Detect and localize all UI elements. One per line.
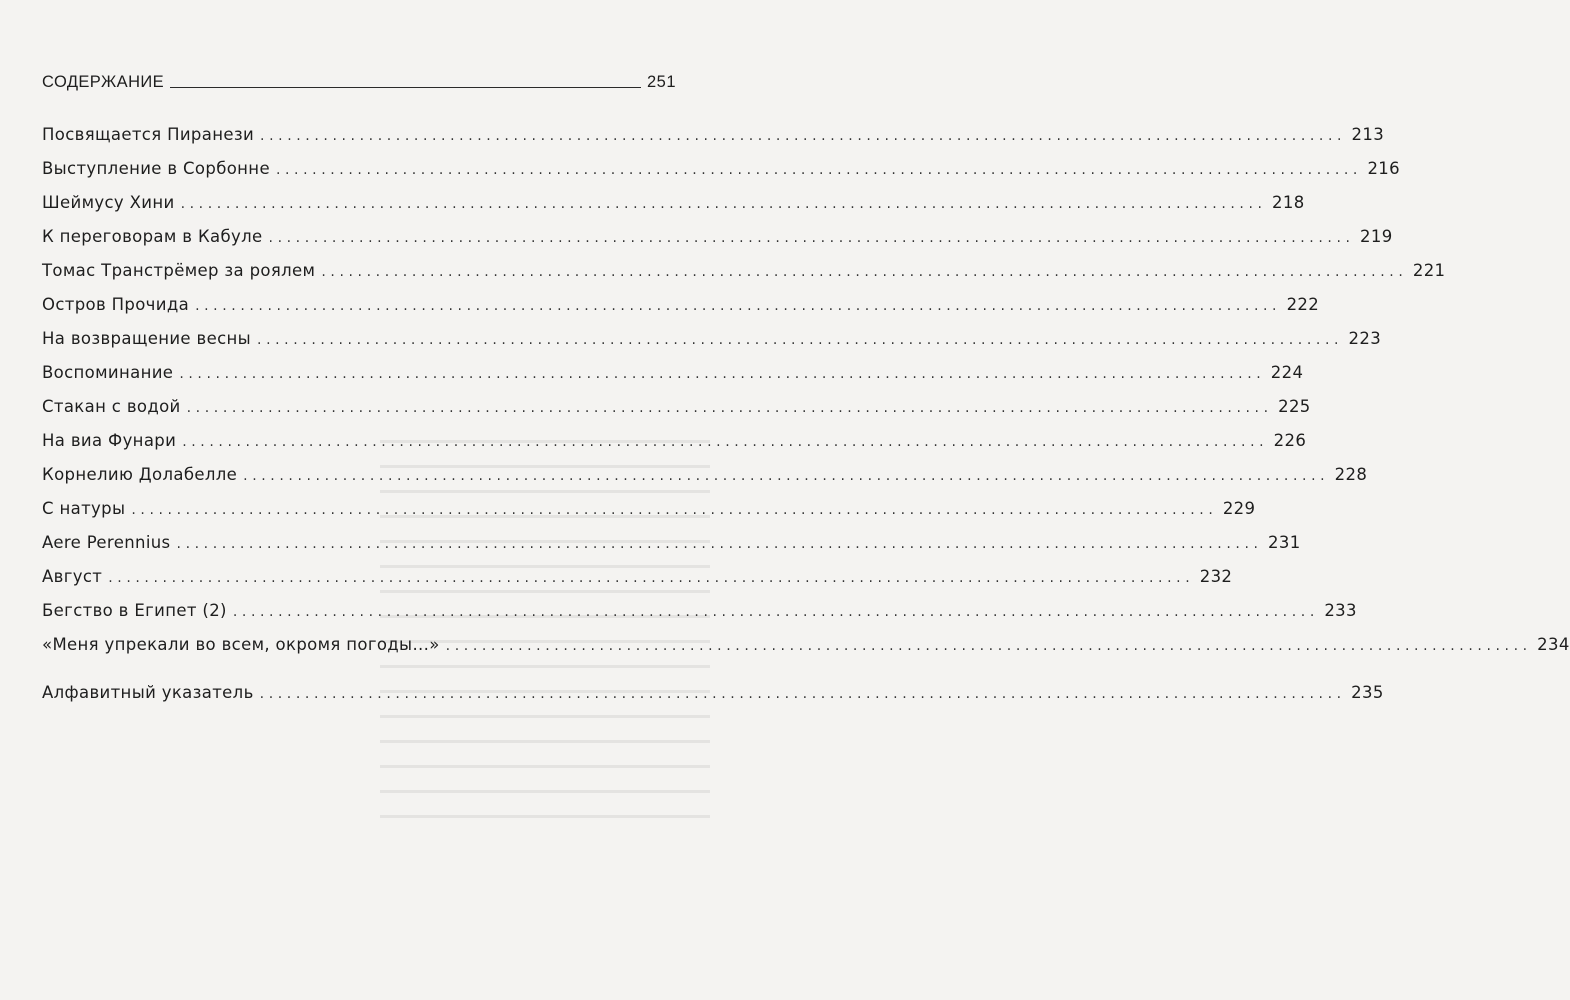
toc-leader-dots: ........................................................................................................................	[232, 604, 1319, 620]
toc-entry-title: Стакан с водой	[42, 397, 181, 416]
toc-leader-dots: ........................................................................................................................	[179, 366, 1266, 382]
toc-leader-dots: ........................................................................................................................	[131, 502, 1218, 518]
toc-leader-dots: ........................................................................................................................	[445, 638, 1532, 654]
toc-entry[interactable]	[42, 458, 1368, 492]
toc-entry-page: 233	[1324, 601, 1357, 620]
running-head-rule	[170, 87, 641, 88]
toc-leader-dots: ........................................................................................................................	[243, 468, 1330, 484]
toc-entry-page: 216	[1367, 159, 1400, 178]
toc-leader-dots: ........................................................................................................................	[275, 162, 1362, 178]
toc-entry-page: 232	[1199, 567, 1233, 586]
toc-entry[interactable]	[42, 526, 1301, 560]
toc-entry-title: Воспоминание	[42, 363, 174, 382]
toc-entry-title: Aere Perennius	[42, 533, 171, 552]
toc-entry-page: 213	[1351, 125, 1385, 144]
running-head-page-number: 251	[646, 73, 676, 91]
toc-entry[interactable]	[42, 424, 1307, 458]
toc-entry-title: Шеймусу Хини	[42, 193, 175, 212]
toc-leader-dots: ........................................................................................................................	[186, 400, 1273, 416]
toc-entry-page: 219	[1360, 227, 1393, 246]
toc-entry-title: Посвящается Пиранези	[42, 125, 255, 144]
toc-entry-title: Август	[42, 567, 103, 586]
toc-leader-dots: ........................................................................................................................	[180, 196, 1267, 212]
toc-entry-title: К переговорам в Кабуле	[42, 227, 263, 246]
toc-entry-page: 222	[1286, 295, 1320, 314]
toc-entry[interactable]	[42, 254, 1446, 288]
running-head-title: СОДЕРЖАНИЕ	[42, 73, 165, 91]
toc-leader-dots: ........................................................................................................................	[176, 536, 1263, 552]
toc-entry-page: 223	[1348, 329, 1382, 348]
toc-entry-page: 235	[1351, 683, 1384, 702]
toc-leader-dots: ........................................................................................................................	[257, 332, 1344, 348]
toc-leader-dots: ........................................................................................................................	[321, 264, 1408, 280]
toc-entry[interactable]	[42, 322, 1382, 356]
toc-entry-page: 226	[1273, 431, 1307, 450]
toc-entry[interactable]	[42, 152, 1400, 186]
toc-entry-title: Алфавитный указатель	[42, 683, 254, 702]
toc-entry-page: 231	[1268, 533, 1301, 552]
toc-leader-dots: ........................................................................................................................	[268, 230, 1355, 246]
toc-entry[interactable]	[42, 676, 1384, 710]
running-head	[42, 64, 676, 92]
toc-entry[interactable]	[42, 492, 1256, 526]
toc-entry-page: 234	[1537, 635, 1570, 654]
toc-entry-page: 228	[1334, 465, 1368, 484]
toc-entry-page: 221	[1412, 261, 1446, 280]
toc-entry[interactable]	[42, 118, 1385, 152]
toc-entry-page: 225	[1278, 397, 1311, 416]
toc-leader-dots: ........................................................................................................................	[260, 128, 1347, 144]
table-of-contents	[42, 118, 1570, 710]
toc-entry-page: 224	[1270, 363, 1304, 382]
toc-entry-title: «Меня упрекали во всем, окромя погоды...»	[42, 635, 440, 654]
toc-entry[interactable]	[42, 628, 1570, 662]
toc-entry-title: На возвращение весны	[42, 329, 252, 348]
toc-entry-title: Томас Транстрёмер за роялем	[42, 261, 316, 280]
toc-entry[interactable]	[42, 390, 1311, 424]
toc-entry[interactable]	[42, 220, 1393, 254]
toc-entry-page: 218	[1272, 193, 1305, 212]
toc-leader-dots: ........................................................................................................................	[195, 298, 1282, 314]
toc-entry-title: Корнелию Долабелле	[42, 465, 238, 484]
toc-entry-page: 229	[1222, 499, 1256, 518]
toc-entry[interactable]	[42, 356, 1304, 390]
toc-entry-title: С натуры	[42, 499, 126, 518]
toc-entry[interactable]	[42, 594, 1357, 628]
toc-leader-dots: ........................................................................................................................	[182, 434, 1269, 450]
toc-entry[interactable]	[42, 560, 1233, 594]
toc-entry-title: Остров Прочида	[42, 295, 190, 314]
toc-entry-title: На виа Фунари	[42, 431, 177, 450]
toc-entry-title: Выступление в Сорбонне	[42, 159, 270, 178]
toc-entry[interactable]	[42, 186, 1305, 220]
toc-leader-dots: ........................................................................................................................	[108, 570, 1195, 586]
toc-entry[interactable]	[42, 288, 1320, 322]
toc-leader-dots: ........................................................................................................................	[259, 686, 1346, 702]
toc-entry-title: Бегство в Египет (2)	[42, 601, 227, 620]
